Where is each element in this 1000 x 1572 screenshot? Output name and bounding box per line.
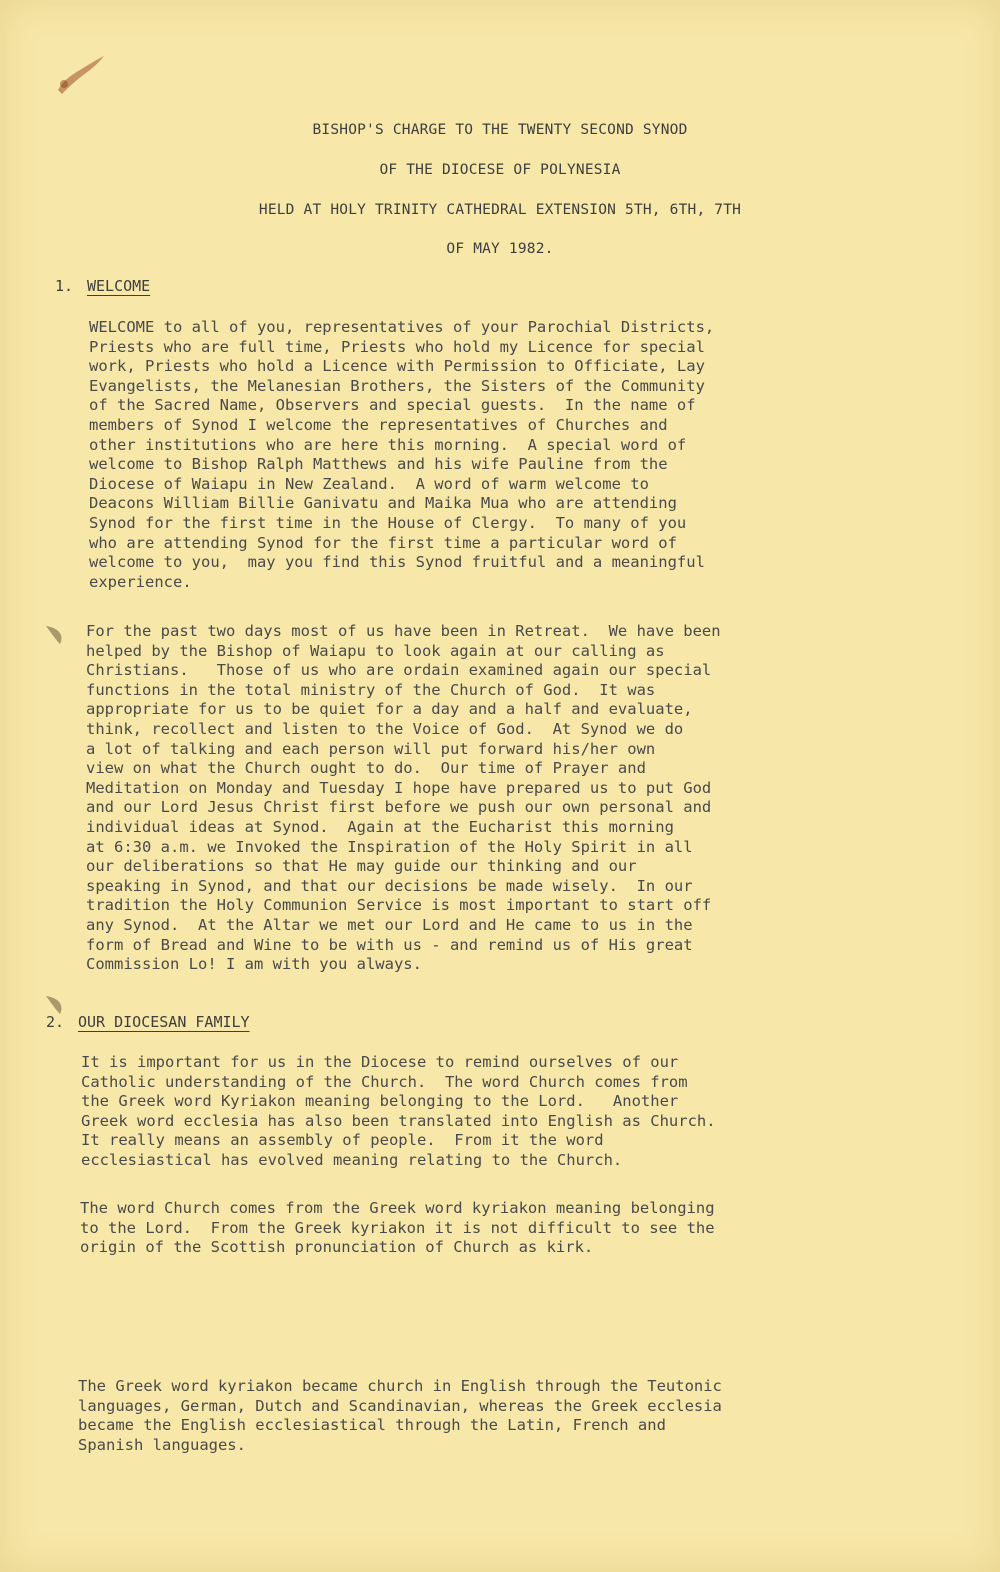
- document-title-line-4: OF MAY 1982.: [446, 241, 554, 257]
- section-number: 1.: [55, 277, 74, 295]
- section-number: 2.: [46, 1013, 65, 1031]
- section-heading-welcome: [55, 277, 150, 295]
- binder-hole-mark: [42, 622, 68, 648]
- ink-stain: [50, 50, 110, 100]
- welcome-paragraph: WELCOME to all of you, representatives of your Parochial Districts, Priests who are full time, Priests who hold my Licence for special work, Priests who hold a Licence with Permission to Officiate, Lay Evangelists, the Melanesian Brothers, the Sisters of the Community of the Sacred Name, Observers and special guests. In the name of members of Synod I welcome the representatives of Churches and other institutions who are here this morning. A special word of welcome to Bishop Ralph Matthews and his wife Pauline from the Diocese of Waiapu in New Zealand. A word of warm welcome to Deacons William Billie Ganivatu and Maika Mua who are attending Synod for the first time in the House of Clergy. To many of you who are attending Synod for the first time a particular word of welcome to you, may you find this Synod fruitful and a meaningful experience.: [89, 318, 715, 591]
- languages-paragraph: The Greek word kyriakon became church in English through the Teutonic languages, German, Dutch and Scandinavian, whereas the Greek ecclesia became the English ecclesiastical through the Latin, French and Spanish languages.: [78, 1377, 722, 1454]
- document-title-line-1: BISHOP'S CHARGE TO THE TWENTY SECOND SYNOD: [312, 122, 688, 138]
- kyriakon-paragraph: The word Church comes from the Greek word kyriakon meaning belonging to the Lord. From the Greek kyriakon it is not difficult to see the origin of the Scottish pronunciation of Church as kirk.: [80, 1199, 715, 1257]
- church-meaning-paragraph: It is important for us in the Diocese to remind ourselves of our Catholic understanding of the Church. The word Church comes from the Greek word Kyriakon meaning belonging to the Lord. Another Greek word ecclesia has also been translated into English as Church. It really means an assembly of people. From it the word ecclesiastical has evolved meaning relating to the Church.: [81, 1053, 716, 1169]
- document-title-line-3: HELD AT HOLY TRINITY CATHEDRAL EXTENSION 5TH, 6TH, 7TH: [258, 202, 742, 218]
- section-label: WELCOME: [87, 277, 151, 295]
- retreat-paragraph: For the past two days most of us have been in Retreat. We have been helped by the Bishop of Waiapu to look again at our calling as Christians. Those of us who are ordain examined again our special functions in the total ministry of the Church of God. It was appropriate for us to be quiet for a day and a half and evaluate, think, recollect and listen to the Voice of God. At Synod we do a lot of talking and each person will put forward his/her own view on what the Church ought to do. Our time of Prayer and Meditation on Monday and Tuesday I hope have prepared us to put God and our Lord Jesus Christ first before we push our own personal and individual ideas at Synod. Again at the Eucharist this morning at 6:30 a.m. we Invoked the Inspiration of the Holy Spirit in all our deliberations so that He may guide our thinking and our speaking in Synod, and that our decisions be made wisely. In our tradition the Holy Communion Service is most important to start off any Synod. At the Altar we met our Lord and He came to us in the form of Bread and Wine to be with us - and remind us of His great Commission Lo! I am with you always.: [86, 622, 721, 974]
- section-label: OUR DIOCESAN FAMILY: [78, 1013, 250, 1031]
- document-title-line-2: OF THE DIOCESE OF POLYNESIA: [379, 162, 621, 178]
- section-heading-diocesan-family: [46, 1013, 250, 1031]
